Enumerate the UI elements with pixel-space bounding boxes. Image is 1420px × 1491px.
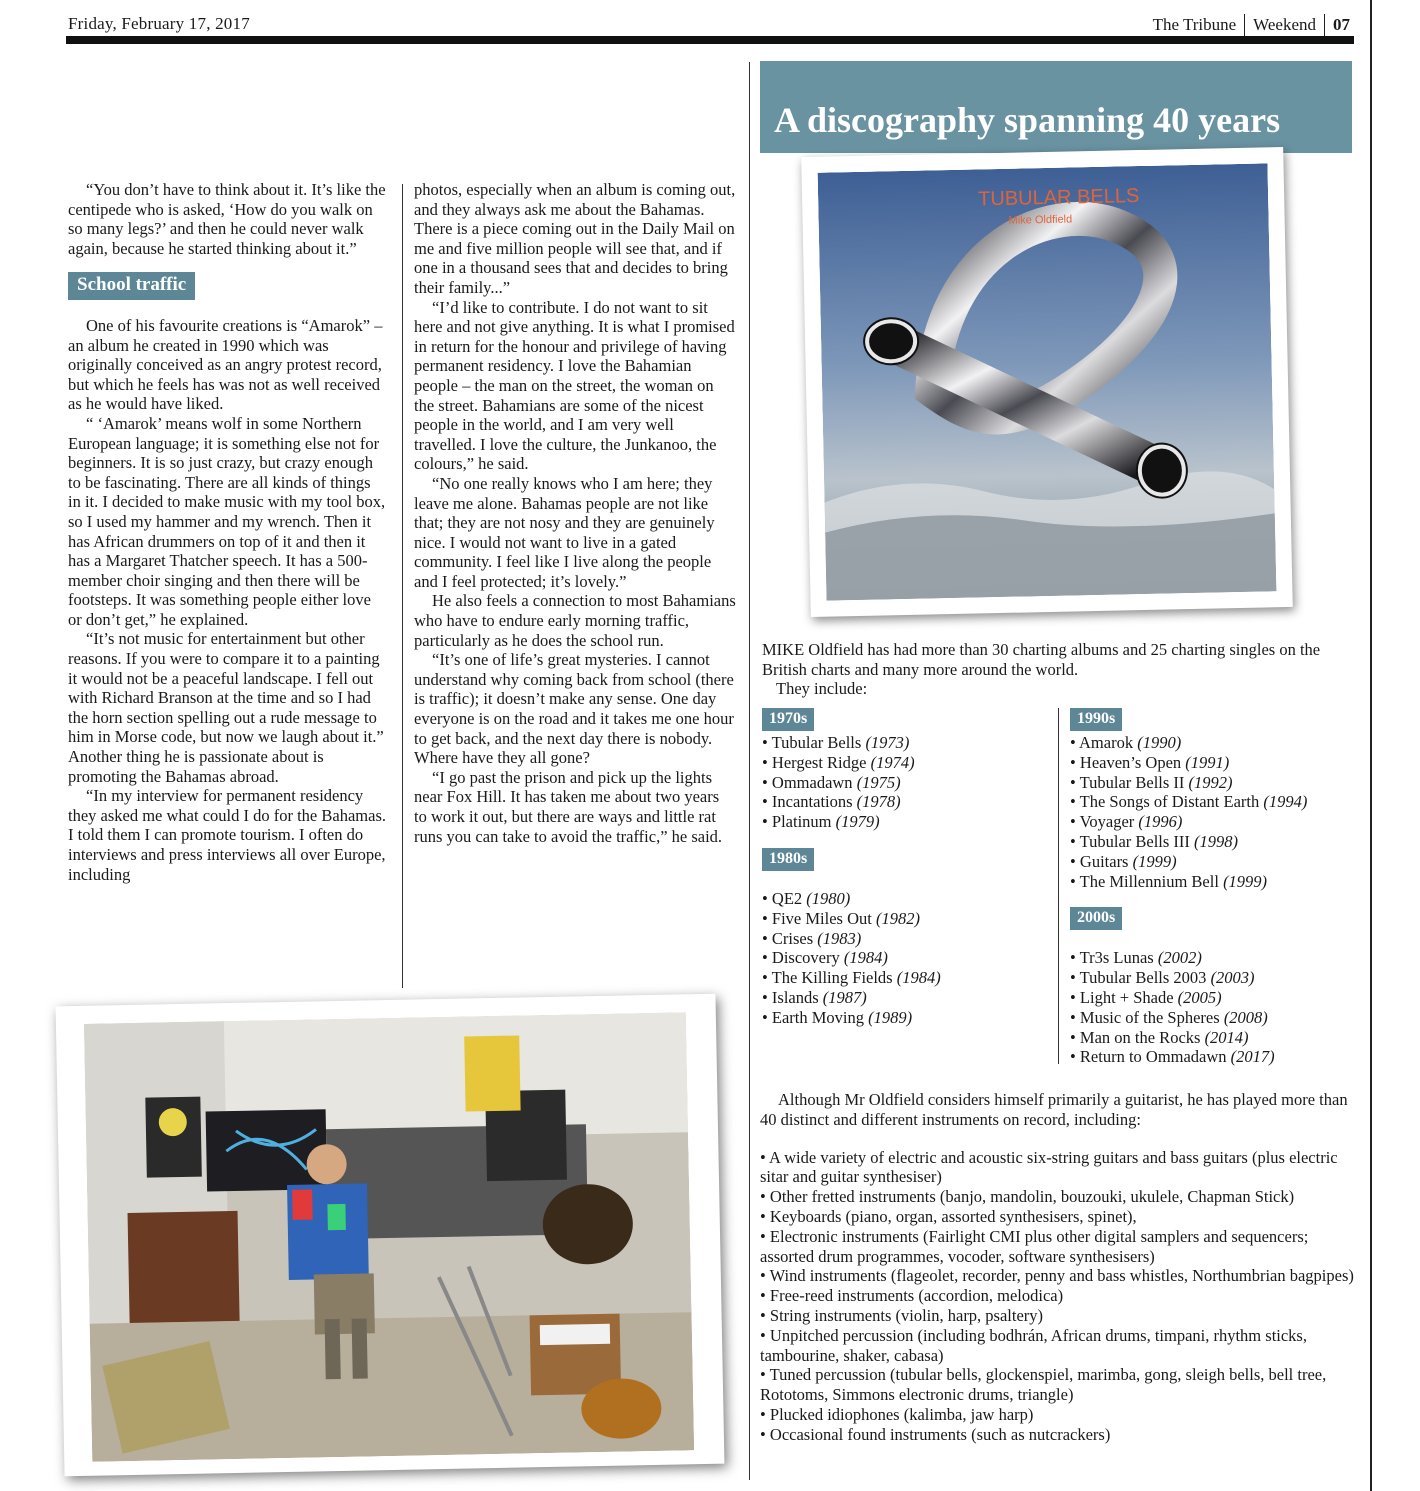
intro-lead: They include: bbox=[776, 679, 868, 698]
list-item: • Five Miles Out (1982) bbox=[762, 909, 1052, 929]
list-item: • Music of the Spheres (2008) bbox=[1070, 1008, 1360, 1028]
paragraph: “You don’t have to think about it. It’s like the centipede who is asked, ‘How do you walk on so many legs?’ and then he could never walk again, because he started thinking about it.” bbox=[68, 180, 386, 258]
list-item: • Tubular Bells (1973) bbox=[762, 733, 1052, 753]
article-column-2 bbox=[414, 180, 736, 846]
issue-date: Friday, February 17, 2017 bbox=[68, 14, 250, 33]
list-item: • Electronic instruments (Fairlight CMI plus other digital samplers and sequencers; assorted drum programmes, vocoder, software synthesisers) bbox=[760, 1227, 1354, 1267]
list-item: • String instruments (violin, harp, psaltery) bbox=[760, 1306, 1354, 1326]
page-number: 07 bbox=[1333, 15, 1350, 34]
album-list-2000s bbox=[1070, 948, 1360, 1067]
discography-intro bbox=[762, 640, 1342, 699]
list-item: • Crises (1983) bbox=[762, 929, 1052, 949]
decade-label-1990s: 1990s bbox=[1070, 708, 1122, 731]
list-item: • Platinum (1979) bbox=[762, 812, 1052, 832]
paragraph: He also feels a connection to most Bahamians who have to endure early morning traffic, particularly as he does the school run. bbox=[414, 591, 736, 650]
list-item: • QE2 (1980) bbox=[762, 889, 1052, 909]
list-item: • Ommadawn (1975) bbox=[762, 773, 1052, 793]
list-item: • Light + Shade (2005) bbox=[1070, 988, 1360, 1008]
publication-name: The Tribune bbox=[1152, 15, 1237, 34]
decades-right bbox=[1070, 708, 1360, 1067]
list-item: • Hergest Ridge (1974) bbox=[762, 753, 1052, 773]
sidebar-divider bbox=[749, 62, 750, 1480]
list-item: • Man on the Rocks (2014) bbox=[1070, 1028, 1360, 1048]
studio-photo-image bbox=[84, 1012, 694, 1461]
paragraph: photos, especially when an album is coming out, and they always ask me about the Bahamas. There is a piece coming out in the Daily Mail on me and five million people will see that, and if one in a thousand sees that and decides to bring their family...” bbox=[414, 180, 736, 297]
decade-label-2000s: 2000s bbox=[1070, 907, 1122, 930]
list-item: • Plucked idiophones (kalimba, jaw harp) bbox=[760, 1405, 1354, 1425]
list-item: • Tubular Bells III (1998) bbox=[1070, 832, 1360, 852]
instruments-section bbox=[760, 1090, 1354, 1445]
list-item: • Keyboards (piano, organ, assorted synthesisers, spinet), bbox=[760, 1207, 1354, 1227]
header-divider bbox=[1244, 14, 1245, 36]
list-item: • Incantations (1978) bbox=[762, 792, 1052, 812]
column-divider bbox=[402, 184, 403, 988]
cover-title: TUBULAR BELLS bbox=[977, 185, 1140, 211]
paragraph: “It’s one of life’s great mysteries. I cannot understand why coming back from school (there is traffic); it doesn’t make any sense. One day everyone is on the road and it takes me one hour to get back, and the next day there is nobody. Where have they all gone? bbox=[414, 650, 734, 768]
masthead bbox=[1153, 14, 1350, 36]
list-item: • Wind instruments (flageolet, recorder, penny and bass whistles, Northumbrian bagpipes) bbox=[760, 1266, 1354, 1286]
list-item: • A wide variety of electric and acoustic six-string guitars and bass guitars (plus electric sitar and guitar synthesiser) bbox=[760, 1148, 1354, 1188]
list-item: • Tubular Bells 2003 (2003) bbox=[1070, 968, 1360, 988]
list-item: • Free-reed instruments (accordion, melodica) bbox=[760, 1286, 1354, 1306]
article-column-1 bbox=[68, 180, 386, 884]
decade-label-1970s: 1970s bbox=[762, 708, 814, 731]
list-item: • The Songs of Distant Earth (1994) bbox=[1070, 792, 1360, 812]
instruments-intro: Although Mr Oldfield considers himself primarily a guitarist, he has played more than 40 distinct and different instruments on record, including: bbox=[760, 1090, 1348, 1129]
decade-divider bbox=[1058, 708, 1059, 1064]
paragraph: “I go past the prison and pick up the lights near Fox Hill. It has taken me about two years to work it out, but there are ways and little rat runs you can take to avoid the traffic,” he said. bbox=[414, 767, 723, 846]
list-item: • Return to Ommadawn (2017) bbox=[1070, 1047, 1360, 1067]
list-item: • Unpitched percussion (including bodhrán, African drums, timpani, rhythm sticks, tambourine, shaker, cabasa) bbox=[760, 1326, 1354, 1366]
paragraph: “In my interview for permanent residency they asked me what could I do for the Bahamas. I told them I can promote tourism. I often do interviews and press interviews all over Europe, including bbox=[68, 786, 386, 884]
list-item: • Earth Moving (1989) bbox=[762, 1008, 1052, 1028]
paragraph: “ ‘Amarok’ means wolf in some Northern European language; it is something else not for beginners. It is so just crazy, but crazy enough to be fascinating. There are all kinds of things in it. I decided to make music with my tool box, so I used my hammer and my wrench. Then it has African drummers on top of it and then it has a Margaret Thatcher speech. It has a 500-member choir singing and then there will be footsteps. It was something people either love or don’t get,” he explained. bbox=[68, 413, 386, 629]
page-edge-rule bbox=[1370, 0, 1372, 1491]
list-item: • Tubular Bells II (1992) bbox=[1070, 773, 1360, 793]
subhead-school-traffic: School traffic bbox=[68, 272, 195, 300]
paragraph: “No one really knows who I am here; they leave me alone. Bahamas people are not like that; they are not nosy and they are genuinely nice. I would not want to live in a gated community. I feel like I live along the people and I feel protected; it’s lovely.” bbox=[414, 473, 715, 591]
list-item: • Tuned percussion (tubular bells, glockenspiel, marimba, gong, sleigh bells, bell tree, Rototoms, Simmons electronic drums, triangle) bbox=[760, 1365, 1354, 1405]
header-rule bbox=[66, 36, 1354, 44]
list-item: • Amarok (1990) bbox=[1070, 733, 1360, 753]
list-item: • The Killing Fields (1984) bbox=[762, 968, 1052, 988]
paragraph: One of his favourite creations is “Amarok” – an album he created in 1990 which was originally conceived as an angry protest record, but which he feels has was not as well received as he would have liked. bbox=[68, 315, 383, 414]
intro-text: MIKE Oldfield has had more than 30 charting albums and 25 charting singles on the British charts and many more around the world. bbox=[762, 640, 1321, 679]
album-list-1990s bbox=[1070, 733, 1360, 891]
paragraph: “It’s not music for entertainment but other reasons. If you were to compare it to a painting it would not be a peaceful landscape. I fell out with Richard Branson at the time and so I had the horn section spelling out a rude message to him in Morse code, but now we laugh about it.” Another thing he is passionate about is promoting the Bahamas abroad. bbox=[68, 629, 384, 786]
instruments-list bbox=[760, 1148, 1354, 1445]
tubular-bells-cover-image bbox=[818, 163, 1277, 600]
decade-label-1980s: 1980s bbox=[762, 848, 814, 871]
decades-left bbox=[762, 708, 1052, 1028]
paragraph: “I’d like to contribute. I do not want to sit here and not give anything. It is what I promised in return for the honour and privilege of having permanent residency. I love the Bahamian people – the man on the street, the woman on the street. Bahamians are some of the nicest people in the world, and I am very well travelled. I love the culture, the Junkanoo, the colours,” he said. bbox=[414, 297, 735, 474]
cover-artist: Mike Oldfield bbox=[1008, 213, 1073, 227]
list-item: • Guitars (1999) bbox=[1070, 852, 1360, 872]
list-item: • Tr3s Lunas (2002) bbox=[1070, 948, 1360, 968]
list-item: • Discovery (1984) bbox=[762, 948, 1052, 968]
studio-photo bbox=[56, 994, 725, 1477]
list-item: • Other fretted instruments (banjo, mandolin, bouzouki, ukulele, Chapman Stick) bbox=[760, 1187, 1354, 1207]
list-item: • Occasional found instruments (such as nutcrackers) bbox=[760, 1425, 1354, 1445]
list-item: • The Millennium Bell (1999) bbox=[1070, 872, 1360, 892]
album-list-1970s bbox=[762, 733, 1052, 832]
album-list-1980s bbox=[762, 889, 1052, 1028]
header-divider bbox=[1324, 14, 1325, 36]
list-item: • Islands (1987) bbox=[762, 988, 1052, 1008]
section-name: Weekend bbox=[1253, 15, 1316, 34]
list-item: • Voyager (1996) bbox=[1070, 812, 1360, 832]
album-cover-photo bbox=[801, 147, 1293, 617]
sidebar-title: A discography spanning 40 years bbox=[760, 61, 1352, 153]
list-item: • Heaven’s Open (1991) bbox=[1070, 753, 1360, 773]
